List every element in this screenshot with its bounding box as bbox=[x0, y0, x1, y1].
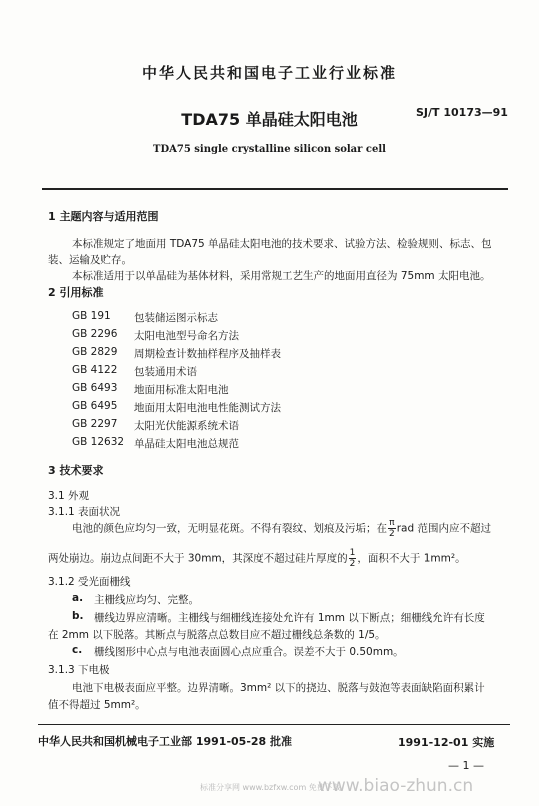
document-title: TDA75 单晶硅太阳电池 bbox=[181, 110, 358, 129]
subsection-3-1-3: 3.1.3 下电极 bbox=[48, 664, 110, 676]
ref-title: 包装储运图示标志 bbox=[134, 312, 218, 324]
ref-title: 包装通用术语 bbox=[134, 366, 197, 378]
standard-org: 中华人民共和国电子工业行业标准 bbox=[141, 64, 397, 82]
ref-title: 地面用标准太阳电池 bbox=[134, 384, 229, 396]
ref-code: GB 2296 bbox=[72, 328, 118, 340]
para-3-1-3-line-1: 电池下电极表面应平整。边界清晰。3mm² 以下的挠边、脱落与鼓泡等表面缺陷面积累计 bbox=[72, 682, 485, 694]
para-3-1-1-line-2: 两处崩边。崩边点间距不大于 30mm，其深度不超过硅片厚度的 $\frac{1}{2}$ ，面积不大于 1mm²。 bbox=[48, 548, 466, 569]
watermark-small: 标准分享网 www.bzfxw.com 免费下载 bbox=[200, 783, 341, 792]
subsection-3-1-1: 3.1.1 表面状况 bbox=[48, 506, 121, 518]
ref-code: GB 2297 bbox=[72, 418, 118, 430]
ref-code: GB 2829 bbox=[72, 346, 118, 358]
ref-title: 太阳电池型号命名方法 bbox=[134, 330, 239, 342]
fraction-one-half: $\frac{1}{2}$ bbox=[349, 548, 356, 569]
ref-title: 单晶硅太阳电池总规范 bbox=[134, 438, 239, 450]
section-1-heading: 1 主题内容与适用范围 bbox=[48, 210, 159, 223]
para-3-1-1-line-1: 电池的颜色应均匀一致，无明显花斑。不得有裂纹、划痕及污垢；在 $\frac{\pi}{2}$ rad 范围内应不超过 bbox=[72, 518, 491, 539]
ref-code: GB 6495 bbox=[72, 400, 118, 412]
item-c-label: c. bbox=[72, 644, 83, 656]
item-b-text-2: 在 2mm 以下脱落。其断点与脱落点总数目应不超过栅线总条数的 1/5。 bbox=[48, 629, 386, 641]
english-title: TDA75 single crystalline silicon solar cell bbox=[153, 144, 386, 155]
item-c-text: 栅线图形中心点与电池表面圆心点应重合。误差不大于 0.50mm。 bbox=[94, 646, 404, 658]
ref-code: GB 12632 bbox=[72, 436, 125, 448]
item-b-text-1: 栅线边界应清晰。主栅线与细栅线连接处允许有 1mm 以下断点；细栅线允许有长度 bbox=[94, 612, 485, 624]
approval-line: 中华人民共和国机械电子工业部 1991-05-28 批准 bbox=[38, 735, 293, 748]
subsection-3-1-2: 3.1.2 受光面栅线 bbox=[48, 576, 131, 588]
ref-code: GB 6493 bbox=[72, 382, 118, 394]
footer-rule bbox=[38, 724, 510, 725]
ref-code: GB 191 bbox=[72, 310, 111, 322]
item-b-label: b. bbox=[72, 610, 84, 622]
para-3-1-3-line-2: 值不得超过 5mm²。 bbox=[48, 699, 146, 711]
fraction-pi-over-2: $\frac{\pi}{2}$ bbox=[389, 518, 395, 539]
section-2-heading: 2 引用标准 bbox=[48, 286, 104, 299]
page-number: — 1 — bbox=[448, 759, 484, 772]
ref-title: 周期检查计数抽样程序及抽样表 bbox=[134, 348, 281, 360]
section-1-para-2: 本标准适用于以单晶硅为基体材料，采用常规工艺生产的地面用直径为 75mm 太阳电池。 bbox=[72, 270, 491, 282]
ref-title: 太阳光伏能源系统术语 bbox=[134, 420, 239, 432]
implementation-date: 1991-12-01 实施 bbox=[398, 736, 495, 749]
section-1-para-1a: 本标准规定了地面用 TDA75 单晶硅太阳电池的技术要求、试验方法、检验规则、标志、包 bbox=[72, 238, 492, 250]
standard-code: SJ/T 10173—91 bbox=[416, 106, 508, 119]
header-rule bbox=[42, 188, 508, 190]
ref-title: 地面用太阳电池电性能测试方法 bbox=[134, 402, 281, 414]
section-3-heading: 3 技术要求 bbox=[48, 464, 104, 477]
item-a-label: a. bbox=[72, 592, 84, 604]
section-1-para-1b: 装、运输及贮存。 bbox=[48, 254, 132, 266]
item-a-text: 主栅线应均匀、完整。 bbox=[94, 594, 199, 606]
subsection-3-1: 3.1 外观 bbox=[48, 490, 90, 502]
watermark-large: www.biao-zhun.cn bbox=[318, 776, 474, 796]
ref-code: GB 4122 bbox=[72, 364, 118, 376]
